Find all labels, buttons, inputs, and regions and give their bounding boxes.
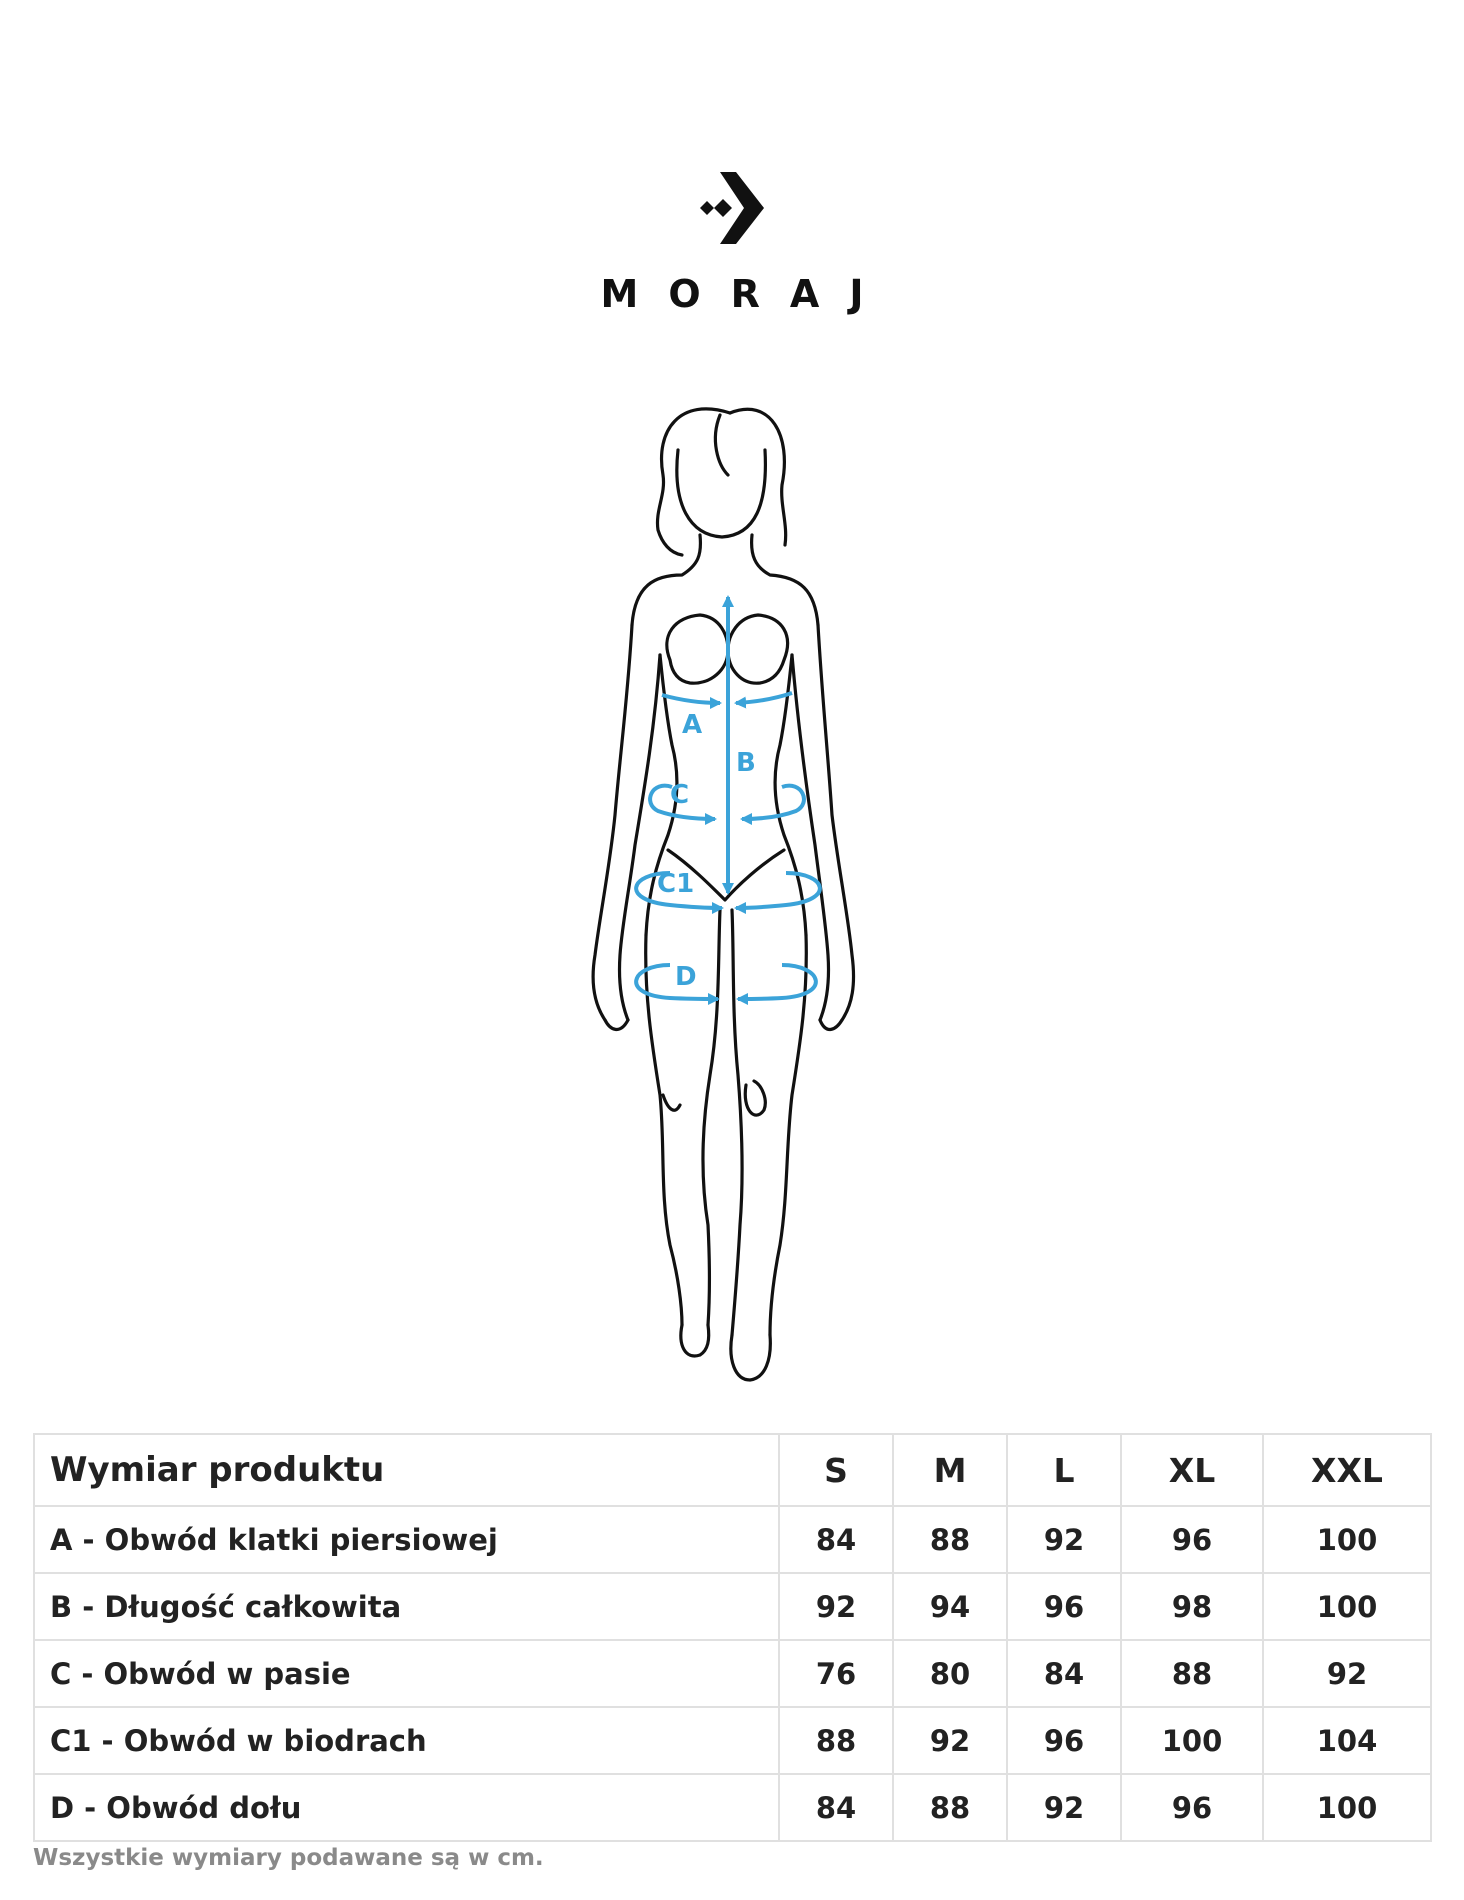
cell-value: 96 [1121,1774,1263,1841]
table-row [34,1640,1431,1707]
brand-name: MORAJ [600,272,894,316]
cell-value: 92 [779,1573,893,1640]
cell-value: 104 [1263,1707,1431,1774]
table-row [34,1707,1431,1774]
cell-value: 88 [893,1774,1007,1841]
cell-value: 84 [779,1506,893,1573]
cell-value: 84 [1007,1640,1121,1707]
row-label: B - Długość całkowita [34,1573,779,1640]
cell-value: 92 [893,1707,1007,1774]
size-chart-table [33,1433,1432,1842]
header-size-m: M [893,1434,1007,1506]
label-b: B [736,748,756,778]
row-label: A - Obwód klatki piersiowej [34,1506,779,1573]
header-size-s: S [779,1434,893,1506]
cell-value: 92 [1263,1640,1431,1707]
cell-value: 100 [1263,1774,1431,1841]
brand-logo [0,170,1464,250]
body-measurement-diagram [560,395,900,1414]
cell-value: 88 [893,1506,1007,1573]
header-size-l: L [1007,1434,1121,1506]
cell-value: 100 [1263,1506,1431,1573]
cell-value: 96 [1007,1707,1121,1774]
cell-value: 96 [1121,1506,1263,1573]
arrow-a-left [662,695,720,703]
cell-value: 84 [779,1774,893,1841]
cell-value: 100 [1263,1573,1431,1640]
arrow-c-right [742,786,804,819]
cell-value: 76 [779,1640,893,1707]
cell-value: 88 [779,1707,893,1774]
table-row [34,1573,1431,1640]
arrow-logo-icon [692,170,772,250]
table-header-row [34,1434,1431,1506]
cell-value: 92 [1007,1774,1121,1841]
units-footnote: Wszystkie wymiary podawane są w cm. [33,1845,544,1871]
label-c: C [670,780,690,810]
header-size-xl: XL [1121,1434,1263,1506]
header-size-xxl: XXL [1263,1434,1431,1506]
cell-value: 100 [1121,1707,1263,1774]
cell-value: 98 [1121,1573,1263,1640]
label-d: D [675,962,697,992]
cell-value: 80 [893,1640,1007,1707]
arrow-a-right [736,693,792,703]
cell-value: 88 [1121,1640,1263,1707]
header-label: Wymiar produktu [34,1434,779,1506]
cell-value: 92 [1007,1506,1121,1573]
cell-value: 94 [893,1573,1007,1640]
table-row [34,1506,1431,1573]
cell-value: 96 [1007,1573,1121,1640]
row-label: D - Obwód dołu [34,1774,779,1841]
woman-figure-illustration [560,395,900,1410]
row-label: C - Obwód w pasie [34,1640,779,1707]
label-a: A [682,710,703,740]
label-c1: C1 [657,869,695,899]
table-row [34,1774,1431,1841]
row-label: C1 - Obwód w biodrach [34,1707,779,1774]
